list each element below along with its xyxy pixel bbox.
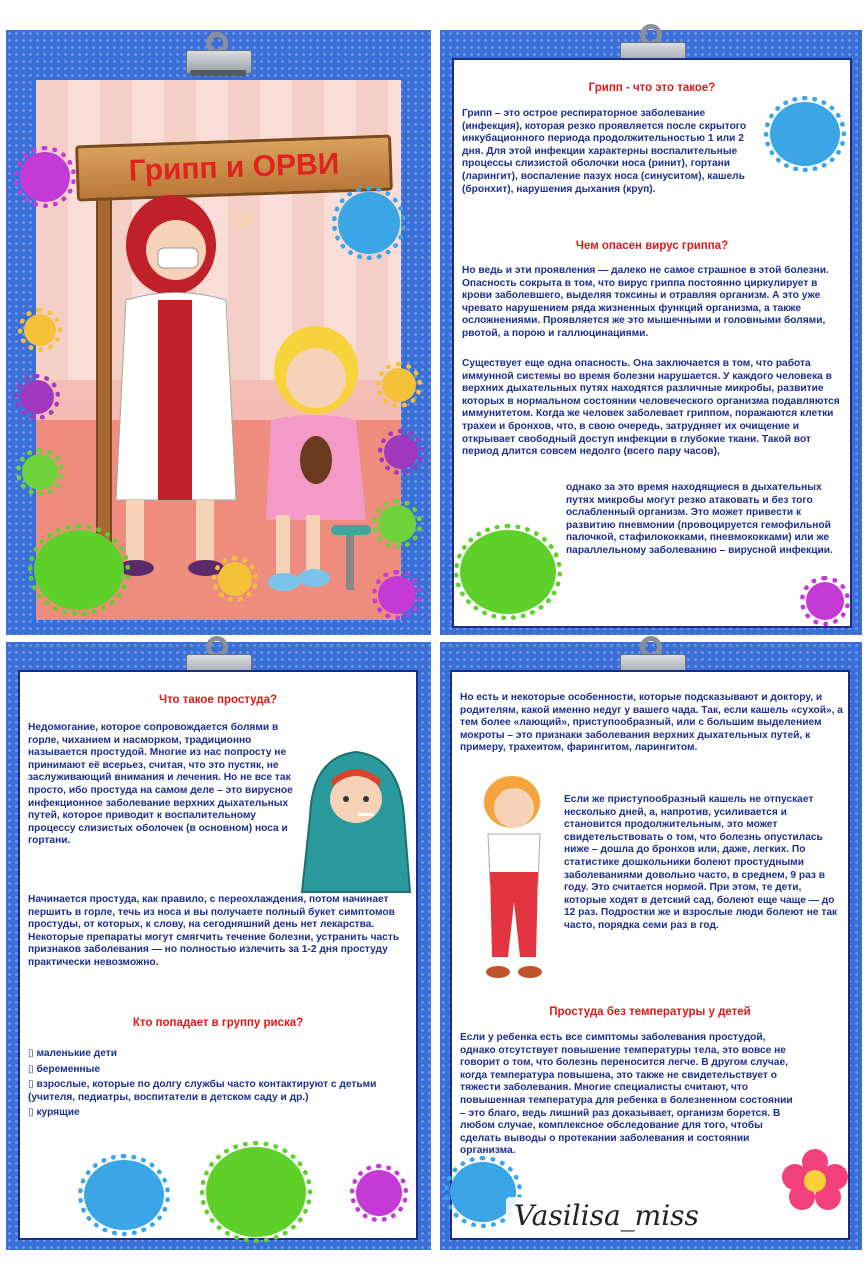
- girl-illustration: [236, 320, 396, 600]
- statistics-text: Если же приступообразный кашель не отпускает несколько дней, а, напротив, усиливается и становится продолжительным, это может свидетельствовать о том, что болезнь опустилась ниже – дошла до бронхов или, даже, легких. По статистике дошкольники болеют простудными заболеваниями довольно часто, в среднем, 9 раз в году. Это считается нормой. При этом, те дети, которые ходят в детский сад, болеют еще чаще — до 12 раз. Подростки же и взрослые люди болеют не так часто, порядка семи раз в год.: [564, 794, 838, 931]
- virus-icon: [356, 1170, 402, 1216]
- virus-icon: [770, 102, 840, 166]
- sick-child-illustration: [300, 747, 412, 897]
- virus-icon: [84, 1160, 164, 1230]
- flu-danger-text: Но ведь и эти проявления — далеко не самое страшное в этой болезни. Опасность сокрыта в том, что вирус гриппа постоянно циркулирует в крови заболевшего, выделяя токсины и отравляя организм. А это уже чревато нарушением ряда жизненных функций организма, а также осложнениями. Проявляется же это мышечными и головными болями, рвотой, а порою и галлюцинациями.: [462, 265, 829, 339]
- flu-definition: Грипп – это острое респираторное заболевание (инфекция), которая резко проявляется после скрытого инкубационного периода продолжительностью 1 или 2 дня. Для этой инфекции характерны воспалительные процессы слизистой оболочки носа (ринит), гортани (ларингит), воспаление пазух носа (синуситом), кашель (бронхит), нарушения дыхания (круп).: [462, 108, 747, 195]
- clipboard-clip-icon: [186, 32, 250, 78]
- flu-immunity-text: Существует еще одна опасность. Она заключается в том, что работа иммунной системы во время болезни нарушается. У каждого человека в верхних дыхательных путях находятся различные микробы, развитие которых в нормальном состоянии человеческого организма подавляются иммунитетом. Когда же человек заболевает гриппом, поражаются клетки трахеи и бронхов, что, в свою очередь, затрудняет их очищение и открывает свободный доступ инфекции в глубокие ткани. Такой вот период длится совсем недолго (всего пару часов),: [462, 358, 840, 458]
- cold-title: Что такое простуда?: [158, 694, 277, 706]
- list-item: ▯ маленькие дети: [28, 1048, 118, 1059]
- virus-icon: [20, 380, 54, 414]
- virus-icon: [378, 576, 416, 614]
- child-cold-panel: [440, 642, 862, 1250]
- virus-icon: [24, 314, 56, 346]
- list-item: ▯ беременные: [28, 1063, 101, 1075]
- poster-panel: [6, 30, 431, 635]
- virus-icon: [218, 562, 252, 596]
- risk-group-list: [28, 1048, 412, 1120]
- watermark: Vasilisa_miss: [506, 1197, 707, 1234]
- doctor-illustration: [96, 190, 256, 590]
- virus-icon: [460, 530, 556, 614]
- virus-icon: [378, 505, 416, 543]
- risk-group-title: Кто попадает в группу риска?: [132, 1017, 304, 1029]
- flu-info-panel: [440, 30, 862, 635]
- list-item: ▯ взрослые, которые по долгу службы часто контактируют с детьми (учителя, педиатры, воспитатели в детском саду и др.): [28, 1079, 377, 1103]
- virus-icon: [384, 435, 418, 469]
- virus-icon: [34, 530, 124, 610]
- coughing-girl-illustration: [468, 772, 560, 992]
- virus-icon: [338, 192, 400, 254]
- virus-icon: [806, 582, 844, 620]
- cold-onset-text: Начинается простуда, как правило, с переохлаждения, потом начинает першить в горле, течь из носа и вы получаете полный букет симптомов простуды, от которых, к слову, на сегодняшний день нет лекарства. Некоторые препараты могут смягчить течение болезни, устранить часть признаков заболевания — но полностью излечить за 1-2 дня простуду практически невозможно.: [28, 894, 400, 968]
- flower-icon: [780, 1147, 850, 1217]
- list-item: ▯ курящие: [28, 1107, 80, 1119]
- no-fever-title: Простуда без температуры у детей: [549, 1006, 751, 1018]
- cold-info-panel: [6, 642, 431, 1250]
- cough-symptoms-text: Но есть и некоторые особенности, которые подсказывают и доктору, и родителям, какой именно недуг у вашего чада. Так, если кашель «сухой», а тем более «лающий», приступообразный, или с большим выделением мокроты – это признаки заболевания верхних дыхательных путей, к примеру, трахеитом, фарингитом, ларингитом.: [460, 692, 843, 754]
- virus-icon: [22, 454, 58, 490]
- flu-title: Грипп - что это такое?: [588, 82, 716, 94]
- flu-complication-text: однако за это время находящиеся в дыхательных путях микробы могут резко атаковать и без того ослабленный организм. Это может привести к развитию пневмонии (провоцируется гемофильной палочкой, стафилококками, пневмококками) или же параллельному заболеванию – вирусной инфекции.: [566, 482, 833, 556]
- cold-definition: Недомогание, которое сопровождается болями в горле, чиханием и насморком, традиционно называется простудой. Многие из нас попросту не принимают её всерьез, считая, что это пустяк, не заслуживающий внимания и лечения. Но не все так просто, ибо простуда на самом деле – это вирусное инфекционное заболевание верхних дыхательных путей, которое приводит к воспалительному процессу слизистых оболочек (в основном) носа и гортани.: [28, 722, 293, 847]
- virus-icon: [382, 368, 416, 402]
- virus-icon: [20, 152, 70, 202]
- poster-title: Грипп и ОРВИ: [128, 147, 340, 188]
- flu-danger-title: Чем опасен вирус гриппа?: [575, 240, 729, 252]
- no-fever-text: Если у ребенка есть все симптомы заболевания простудой, однако отсутствует повышение температуры тела, это вовсе не говорит о том, что болезнь переносится легче. В другом случае, когда температура повышена, это также не свидетельствует о тяжести заболевания. Многие специалисты считают, что повышенная температура для ребенка в болезненном состоянии – это благо, ведь лишний раз доказывает, организм борется. В любом случае, комплексное обследование для того, чтобы сделать выводы о протекании заболевания и состоянии организма.: [460, 1032, 793, 1157]
- virus-icon: [206, 1147, 306, 1237]
